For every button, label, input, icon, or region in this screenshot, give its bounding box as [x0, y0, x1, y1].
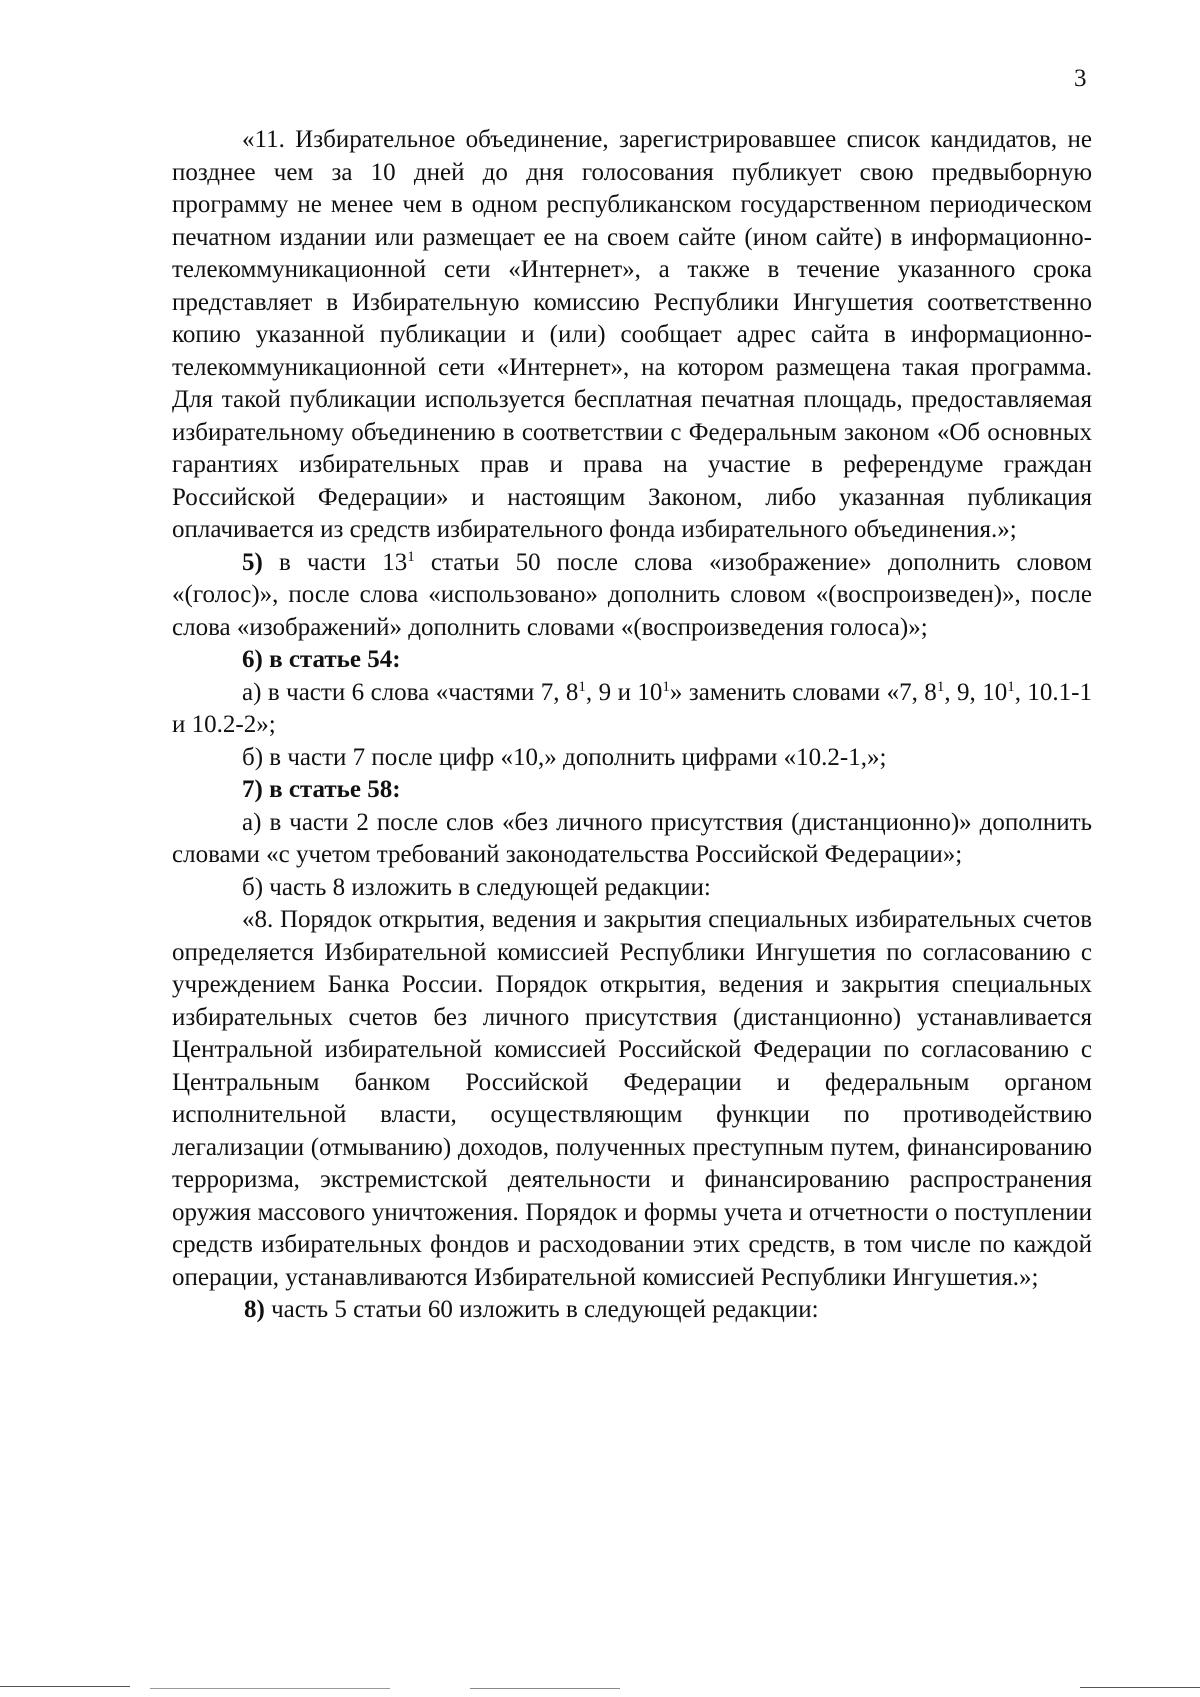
paragraph-item-6a: [172, 677, 1092, 742]
page-number: 3: [1074, 65, 1087, 92]
superscript: 1: [578, 679, 586, 696]
superscript: 1: [936, 679, 945, 696]
item-number: 8): [244, 1296, 265, 1323]
text-fragment: , 10.1-1 и 10.2-2»;: [172, 678, 1092, 738]
paragraph-item-5: [172, 547, 1092, 645]
text-fragment: а) в части 6 слова «частями 7, 8: [242, 678, 579, 706]
scan-artifact-line: [1080, 1687, 1200, 1688]
text-fragment: часть 5 статьи 60 изложить в следующей редакции:: [264, 1296, 819, 1323]
paragraph-item-7a: а) в части 2 после слов «без личного присутствия (дистанционно)» дополнить словами «с учетом требований законодательства Российской Федерации»;: [172, 808, 1092, 868]
heading-article-54: 6) в статье 54:: [242, 646, 401, 673]
scan-artifact-line: [470, 1688, 620, 1689]
paragraph-part-8: «8. Порядок открытия, ведения и закрытия специальных избирательных счетов определяется Избирательной комиссией Республики Ингушетия по согласованию с учреждением Банка России. Порядок открытия, ведения и закрытия специальных избирательных счетов без личного присутствия (дистанционно) устанавливается Центральной избирательной комиссией Российской Федерации по согласованию с Центральным банком Российской Федерации и федеральным органом исполнительной власти, осуществляющим функции по противодействию легализации (отмыванию) доходов, полученных преступным путем, финансированию терроризма, экстремистской деятельности и финансированию распространения оружия массового уничтожения. Порядок и формы учета и отчетности о поступлении средств избирательных фондов и расходовании этих средств, в том числе по каждой операции, устанавливаются Избирательной комиссией Республики Ингушетия.»;: [172, 906, 1092, 1291]
text-fragment: , 9, 10: [944, 678, 1008, 706]
paragraph-item-6b: б) в части 7 после цифр «10,» дополнить цифрами «10.2-1,»;: [242, 743, 887, 771]
superscript: 1: [407, 549, 415, 566]
text-fragment: » заменить словами «7, 8: [669, 678, 937, 706]
scan-artifact-line: [0, 1686, 130, 1687]
heading-article-58: 7) в статье 58:: [242, 776, 401, 803]
text-fragment: , 9 и 10: [585, 678, 663, 706]
paragraph-item-11: «11. Избирательное объединение, зарегистрировавшее список кандидатов, не позднее чем за 10 дней до дня голосования публикует свою предвыборную программу не менее чем в одном республиканском государственном периодическом печатном издании или размещает ее на своем сайте (ином сайте) в информационно-телекоммуникационной сети «Интернет», а также в течение указанного срока представляет в Избирательную комиссию Республики Ингушетия соответственно копию указанной публикации и (или) сообщает адрес сайта в информационно-телекоммуникационной сети «Интернет», на котором размещена такая программа. Для такой публикации используется бесплатная печатная площадь, предоставляемая избирательному объединению в соответствии с Федеральным законом «Об основных гарантиях избирательных прав и права на участие в референдуме граждан Российской Федерации» и настоящим Законом, либо указанная публикация оплачивается из средств избирательного фонда избирательного объединения.»;: [172, 126, 1092, 543]
paragraph-item-7b: б) часть 8 изложить в следующей редакции:: [242, 873, 711, 901]
text-fragment: в части 13: [262, 548, 408, 576]
document-body: [172, 124, 1092, 1327]
superscript: 1: [1007, 679, 1015, 696]
scan-artifact-line: [150, 1688, 390, 1689]
superscript: 1: [662, 679, 670, 696]
paragraph-item-8: [172, 1294, 1092, 1327]
item-number: 5): [242, 548, 263, 576]
text-fragment: статьи 50 после слова «изображение» дополнить словом «(голос)», после слова «использовано» дополнить словом «(воспроизведен)», после слова «изображений» дополнить словами «(воспроизведения голоса)»;: [172, 548, 1092, 641]
